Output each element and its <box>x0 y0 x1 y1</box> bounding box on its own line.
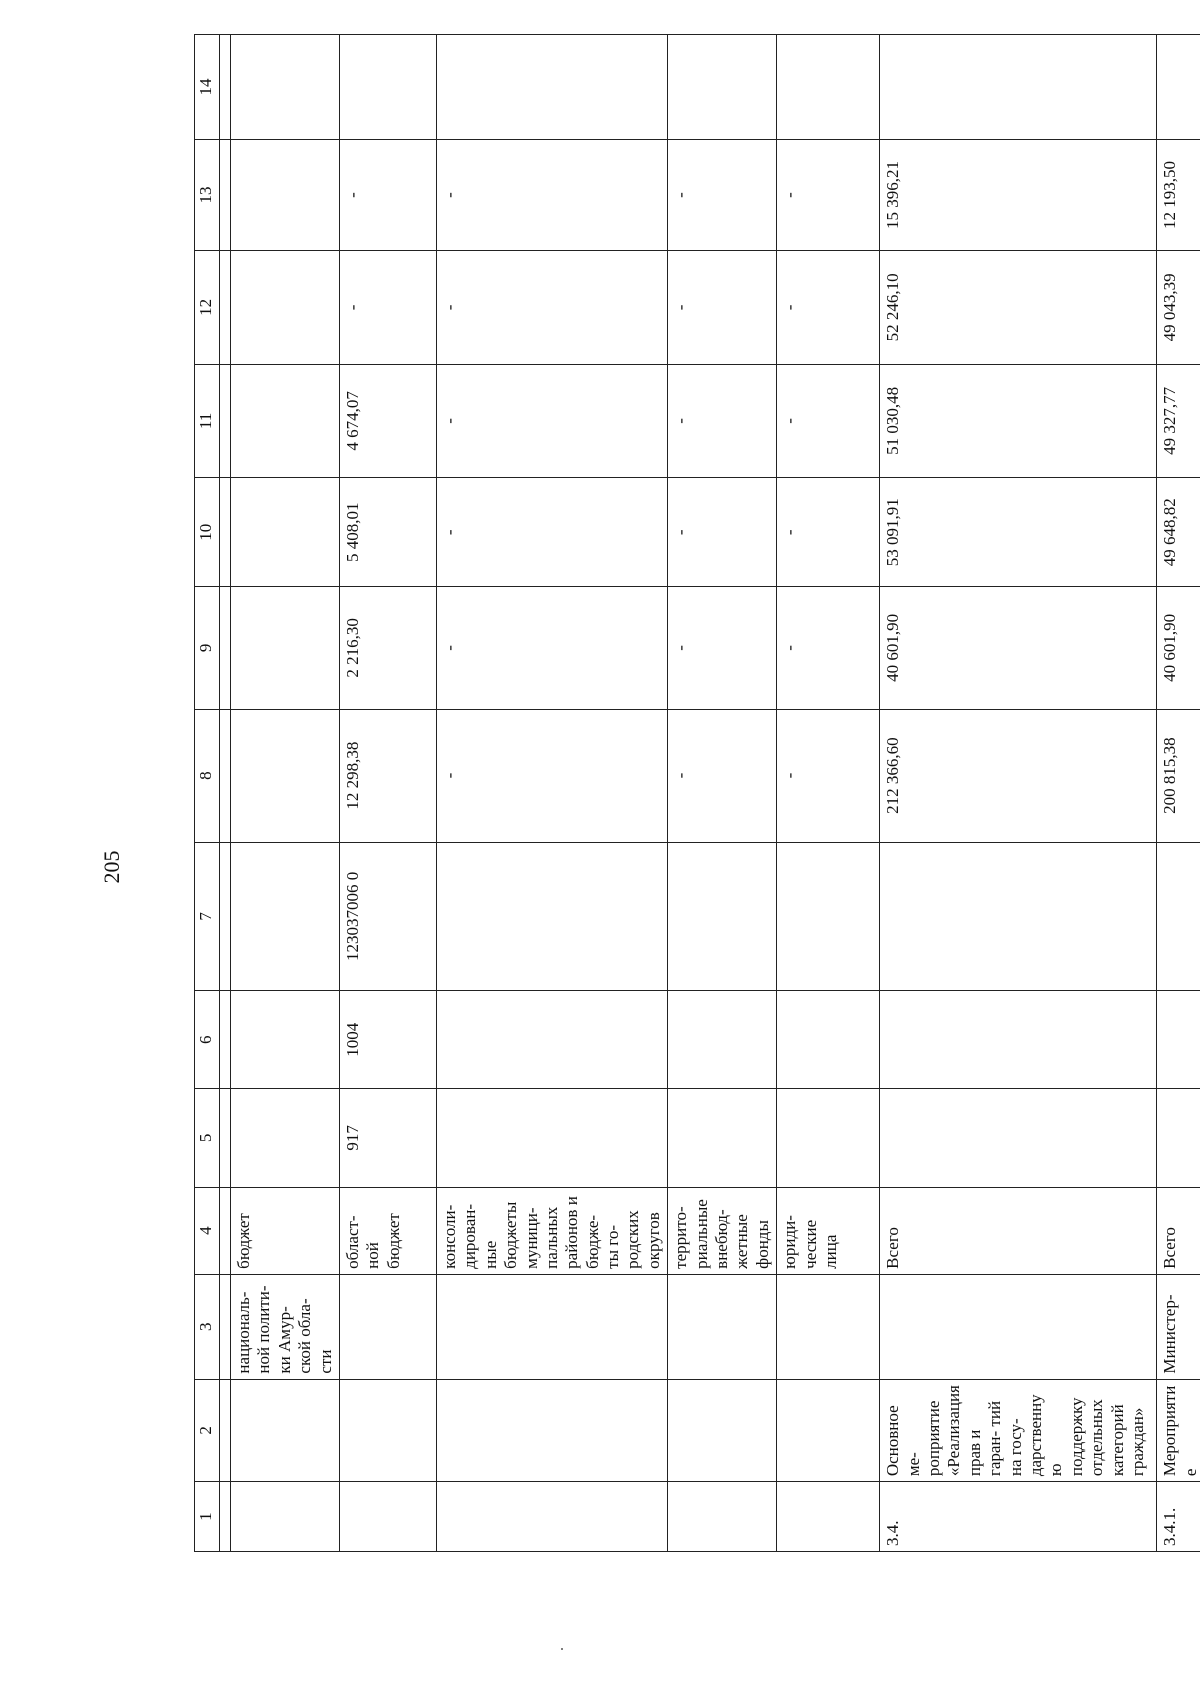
regional-budget-row <box>339 35 436 1552</box>
legal-entities-row <box>777 35 880 1552</box>
cell-col-8: 212 366,60 <box>880 709 1157 842</box>
cell-col-4: террито- риальные внебюд- жетные фонды <box>668 1187 777 1274</box>
cell-col-8: 200 815,38 <box>1157 709 1200 842</box>
cell-col-9: - <box>668 587 777 709</box>
cell-col-13: - <box>777 139 880 250</box>
budget-table <box>194 34 1200 1552</box>
cell-col-9: 40 601,90 <box>1157 587 1200 709</box>
cell-col-11: - <box>436 364 667 478</box>
cell-col-14 <box>668 35 777 140</box>
empty-cell <box>220 1274 231 1379</box>
cell-col-14 <box>231 35 340 140</box>
cell-col-5 <box>1157 1089 1200 1187</box>
cell-col-5 <box>668 1089 777 1187</box>
cell-col-2 <box>436 1379 667 1482</box>
empty-cell <box>220 251 231 365</box>
cell-col-5: 917 <box>339 1089 436 1187</box>
cell-col-11: - <box>668 364 777 478</box>
cell-col-6 <box>231 991 340 1089</box>
cell-col-10: 53 091,91 <box>880 478 1157 587</box>
main-measure-3-4-row <box>880 35 1157 1552</box>
cell-col-5 <box>880 1089 1157 1187</box>
cell-col-9 <box>231 587 340 709</box>
cell-col-1: 3.4.1. <box>1157 1482 1200 1552</box>
cell-col-2 <box>777 1379 880 1482</box>
cell-col-4: юриди- ческие лица <box>777 1187 880 1274</box>
cell-col-9: 40 601,90 <box>880 587 1157 709</box>
col-header: 10 <box>195 478 220 587</box>
spacer-row <box>220 35 231 1552</box>
cell-col-4: консоли- дирован- ные бюджеты муници- пальных районов и бюдже- ты го- родских округов <box>436 1187 667 1274</box>
cell-col-10 <box>231 478 340 587</box>
scan-speck <box>561 1648 563 1650</box>
cell-col-12: - <box>777 251 880 365</box>
col-header: 8 <box>195 709 220 842</box>
page-number: 205 <box>99 850 124 884</box>
extrabudgetary-funds-row <box>668 35 777 1552</box>
empty-cell <box>220 1089 231 1187</box>
cell-col-14 <box>777 35 880 140</box>
cell-col-13: 12 193,50 <box>1157 139 1200 250</box>
municipal-budget-row <box>436 35 667 1552</box>
budget-source-row <box>231 35 340 1552</box>
col-header: 12 <box>195 251 220 365</box>
cell-col-12: 49 043,39 <box>1157 251 1200 365</box>
cell-col-2 <box>668 1379 777 1482</box>
cell-col-6 <box>436 991 667 1089</box>
col-header: 13 <box>195 139 220 250</box>
cell-col-10: 49 648,82 <box>1157 478 1200 587</box>
cell-col-13 <box>231 139 340 250</box>
cell-col-1 <box>231 1482 340 1552</box>
cell-col-13: - <box>436 139 667 250</box>
cell-col-7 <box>668 842 777 990</box>
cell-col-10: - <box>777 478 880 587</box>
cell-col-8: 12 298,38 <box>339 709 436 842</box>
cell-col-2: Мероприятие <box>1157 1379 1200 1482</box>
cell-col-3: Министер- <box>1157 1274 1200 1379</box>
cell-col-3: националь- ной полити- ки Амур- ской обла- сти <box>231 1274 340 1379</box>
cell-col-11: - <box>777 364 880 478</box>
empty-cell <box>220 1482 231 1552</box>
cell-col-6: 1004 <box>339 991 436 1089</box>
cell-col-2 <box>231 1379 340 1482</box>
cell-col-14 <box>880 35 1157 140</box>
cell-col-4: бюджет <box>231 1187 340 1274</box>
cell-col-1 <box>668 1482 777 1552</box>
cell-col-8: - <box>436 709 667 842</box>
col-header: 14 <box>195 35 220 140</box>
empty-cell <box>220 1187 231 1274</box>
cell-col-3 <box>436 1274 667 1379</box>
cell-col-13: - <box>339 139 436 250</box>
cell-col-3 <box>668 1274 777 1379</box>
cell-col-8: - <box>777 709 880 842</box>
column-number-row <box>195 35 220 1552</box>
cell-col-7 <box>1157 842 1200 990</box>
empty-cell <box>220 364 231 478</box>
cell-col-2: Основное ме- роприятие «Реализация прав и гаран- тий на госу- дарственную поддержку отдельных категорий граждан» <box>880 1379 1157 1482</box>
cell-col-11: 4 674,07 <box>339 364 436 478</box>
cell-col-11: 51 030,48 <box>880 364 1157 478</box>
cell-col-11: 49 327,77 <box>1157 364 1200 478</box>
empty-cell <box>220 709 231 842</box>
cell-col-4: област- ной бюджет <box>339 1187 436 1274</box>
cell-col-7 <box>777 842 880 990</box>
col-header: 6 <box>195 991 220 1089</box>
cell-col-9: 2 216,30 <box>339 587 436 709</box>
cell-col-8: - <box>668 709 777 842</box>
measure-3-4-1-row <box>1157 35 1200 1552</box>
cell-col-4: Всего <box>880 1187 1157 1274</box>
cell-col-3 <box>777 1274 880 1379</box>
col-header: 1 <box>195 1482 220 1552</box>
cell-col-9: - <box>436 587 667 709</box>
cell-col-10: - <box>668 478 777 587</box>
cell-col-2 <box>339 1379 436 1482</box>
cell-col-14 <box>339 35 436 140</box>
cell-col-12: - <box>668 251 777 365</box>
cell-col-1 <box>777 1482 880 1552</box>
col-header: 5 <box>195 1089 220 1187</box>
cell-col-13: 15 396,21 <box>880 139 1157 250</box>
cell-col-14 <box>1157 35 1200 140</box>
col-header: 7 <box>195 842 220 990</box>
cell-col-13: - <box>668 139 777 250</box>
col-header: 2 <box>195 1379 220 1482</box>
cell-col-5 <box>231 1089 340 1187</box>
col-header: 4 <box>195 1187 220 1274</box>
cell-col-7 <box>880 842 1157 990</box>
cell-col-7 <box>231 842 340 990</box>
cell-col-8 <box>231 709 340 842</box>
empty-cell <box>220 139 231 250</box>
cell-col-5 <box>436 1089 667 1187</box>
cell-col-12: - <box>339 251 436 365</box>
cell-col-1 <box>339 1482 436 1552</box>
cell-col-11 <box>231 364 340 478</box>
col-header: 3 <box>195 1274 220 1379</box>
col-header: 9 <box>195 587 220 709</box>
cell-col-7: 123037006 0 <box>339 842 436 990</box>
cell-col-6 <box>777 991 880 1089</box>
col-header: 11 <box>195 364 220 478</box>
cell-col-12 <box>231 251 340 365</box>
cell-col-6 <box>880 991 1157 1089</box>
cell-col-1: 3.4. <box>880 1482 1157 1552</box>
cell-col-10: 5 408,01 <box>339 478 436 587</box>
empty-cell <box>220 991 231 1089</box>
rotated-table-container <box>194 34 1200 1552</box>
cell-col-6 <box>668 991 777 1089</box>
empty-cell <box>220 1379 231 1482</box>
cell-col-5 <box>777 1089 880 1187</box>
empty-cell <box>220 478 231 587</box>
empty-cell <box>220 842 231 990</box>
empty-cell <box>220 35 231 140</box>
cell-col-6 <box>1157 991 1200 1089</box>
empty-cell <box>220 587 231 709</box>
cell-col-9: - <box>777 587 880 709</box>
cell-col-12: - <box>436 251 667 365</box>
cell-col-14 <box>436 35 667 140</box>
cell-col-4: Всего <box>1157 1187 1200 1274</box>
cell-col-1 <box>436 1482 667 1552</box>
cell-col-7 <box>436 842 667 990</box>
cell-col-12: 52 246,10 <box>880 251 1157 365</box>
cell-col-3 <box>880 1274 1157 1379</box>
cell-col-10: - <box>436 478 667 587</box>
cell-col-3 <box>339 1274 436 1379</box>
